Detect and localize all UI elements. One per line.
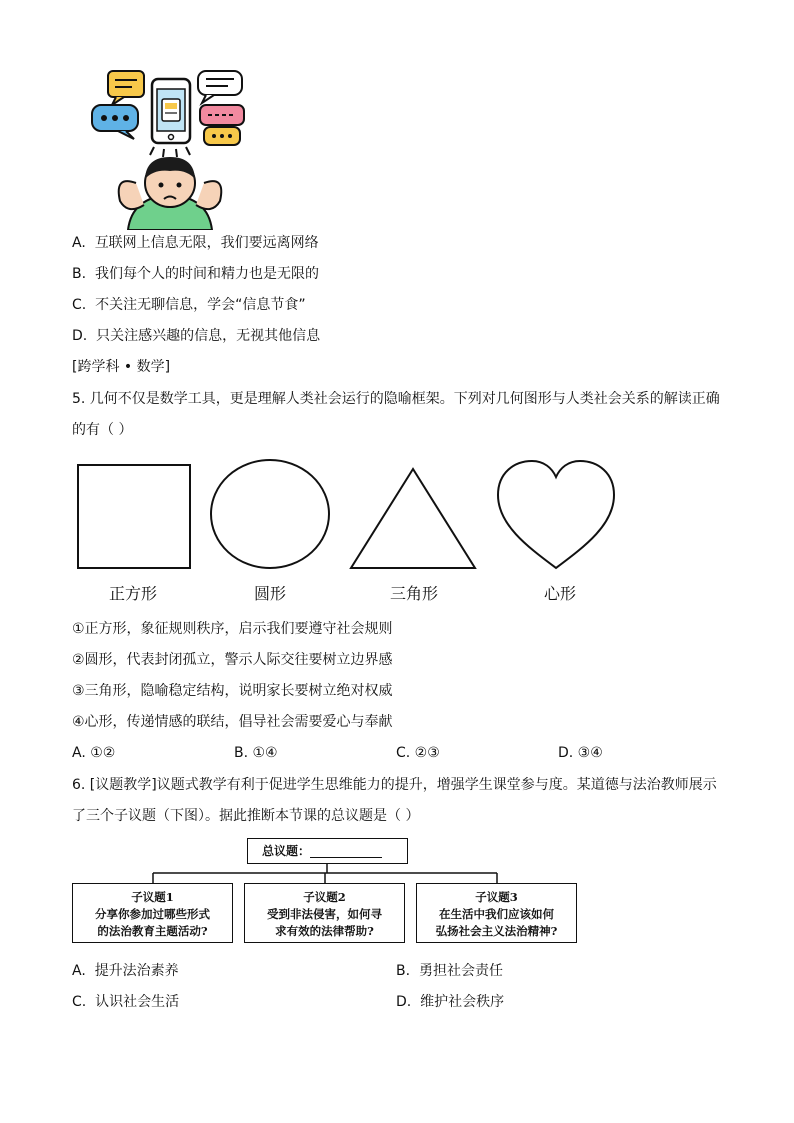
q6-option-d: D. 维护社会秩序 bbox=[396, 994, 505, 1010]
sub-topic-text: 弘扬社会主义法治精神? bbox=[435, 924, 558, 938]
connector-lines bbox=[140, 863, 500, 885]
statement-3: ③三角形，隐喻稳定结构，说明家长要树立绝对权威 bbox=[72, 683, 393, 699]
pink-chat-bubble-icon bbox=[200, 105, 244, 125]
sub-topic-text: 求有效的法律帮助? bbox=[275, 924, 374, 938]
smartphone-icon bbox=[152, 79, 190, 143]
q6-stem-line1: 6. [议题教学]议题式教学有利于促进学生思维能力的提升，增强学生课堂参与度。某道德与法治教师展示 bbox=[72, 777, 717, 793]
blank-underline bbox=[310, 845, 382, 858]
sub-topic-1-box bbox=[72, 883, 233, 943]
label-circle: 圆形 bbox=[253, 584, 286, 603]
sub-topic-title: 子议题3 bbox=[475, 890, 518, 904]
option-a: A. 互联网上信息无限，我们要远离网络 bbox=[72, 235, 319, 251]
blue-chat-bubble-icon bbox=[92, 105, 138, 139]
white-chat-bubble-icon bbox=[198, 71, 242, 103]
q6-stem-line2: 了三个子议题（下图）。据此推断本节课的总议题是（ ） bbox=[72, 808, 420, 824]
q6-option-b: B. 勇担社会责任 bbox=[396, 963, 503, 979]
q6-option-a: A. 提升法治素养 bbox=[72, 963, 179, 979]
q5-stem-line1: 5. 几何不仅是数学工具，更是理解人类社会运行的隐喻框架。下列对几何图形与人类社会关系的解读正确 bbox=[72, 391, 720, 407]
worried-person-icon bbox=[119, 157, 222, 230]
main-topic-box: 总议题： bbox=[247, 838, 408, 864]
label-triangle: 三角形 bbox=[389, 584, 438, 603]
sub-topic-text: 受到非法侵害，如何寻 bbox=[267, 907, 382, 921]
stress-lines-icon bbox=[150, 147, 190, 157]
q5-option-d: D. ③④ bbox=[558, 745, 603, 761]
statement-2: ②圆形，代表封闭孤立，警示人际交往要树立边界感 bbox=[72, 652, 393, 668]
option-b: B. 我们每个人的时间和精力也是无限的 bbox=[72, 266, 319, 282]
geometric-shapes-figure bbox=[70, 455, 630, 580]
option-d: D. 只关注感兴趣的信息，无视其他信息 bbox=[72, 328, 321, 344]
q6-option-c: C. 认识社会生活 bbox=[72, 994, 180, 1010]
sub-topic-title: 子议题2 bbox=[303, 890, 346, 904]
q5-option-a: A. ①② bbox=[72, 745, 116, 761]
sub-topic-title: 子议题1 bbox=[131, 890, 174, 904]
label-heart: 心形 bbox=[543, 584, 576, 603]
triangle-shape bbox=[351, 469, 475, 568]
sub-topic-3-box bbox=[416, 883, 577, 943]
q5-option-c: C. ②③ bbox=[396, 745, 440, 761]
heart-shape bbox=[498, 461, 614, 568]
sub-topic-2-box bbox=[244, 883, 405, 943]
q5-option-b: B. ①④ bbox=[234, 745, 278, 761]
sub-topic-text: 的法治教育主题活动? bbox=[97, 924, 208, 938]
q5-stem-line2: 的有（ ） bbox=[72, 422, 133, 438]
circle-shape bbox=[211, 460, 329, 568]
sub-topic-text: 分享你参加过哪些形式 bbox=[95, 907, 210, 921]
label-square: 正方形 bbox=[108, 584, 157, 603]
statement-4: ④心形，传递情感的联结，倡导社会需要爱心与奉献 bbox=[72, 714, 393, 730]
square-shape bbox=[78, 465, 190, 568]
cross-subject-tag: [跨学科 • 数学] bbox=[72, 359, 171, 375]
statement-1: ①正方形，象征规则秩序，启示我们要遵守社会规则 bbox=[72, 621, 393, 637]
info-overload-illustration bbox=[88, 65, 248, 230]
sub-topic-text: 在生活中我们应该如何 bbox=[439, 907, 554, 921]
small-yellow-chat-bubble-icon bbox=[204, 127, 240, 145]
yellow-chat-bubble-icon bbox=[108, 71, 144, 105]
option-c: C. 不关注无聊信息，学会“信息节食” bbox=[72, 297, 306, 313]
